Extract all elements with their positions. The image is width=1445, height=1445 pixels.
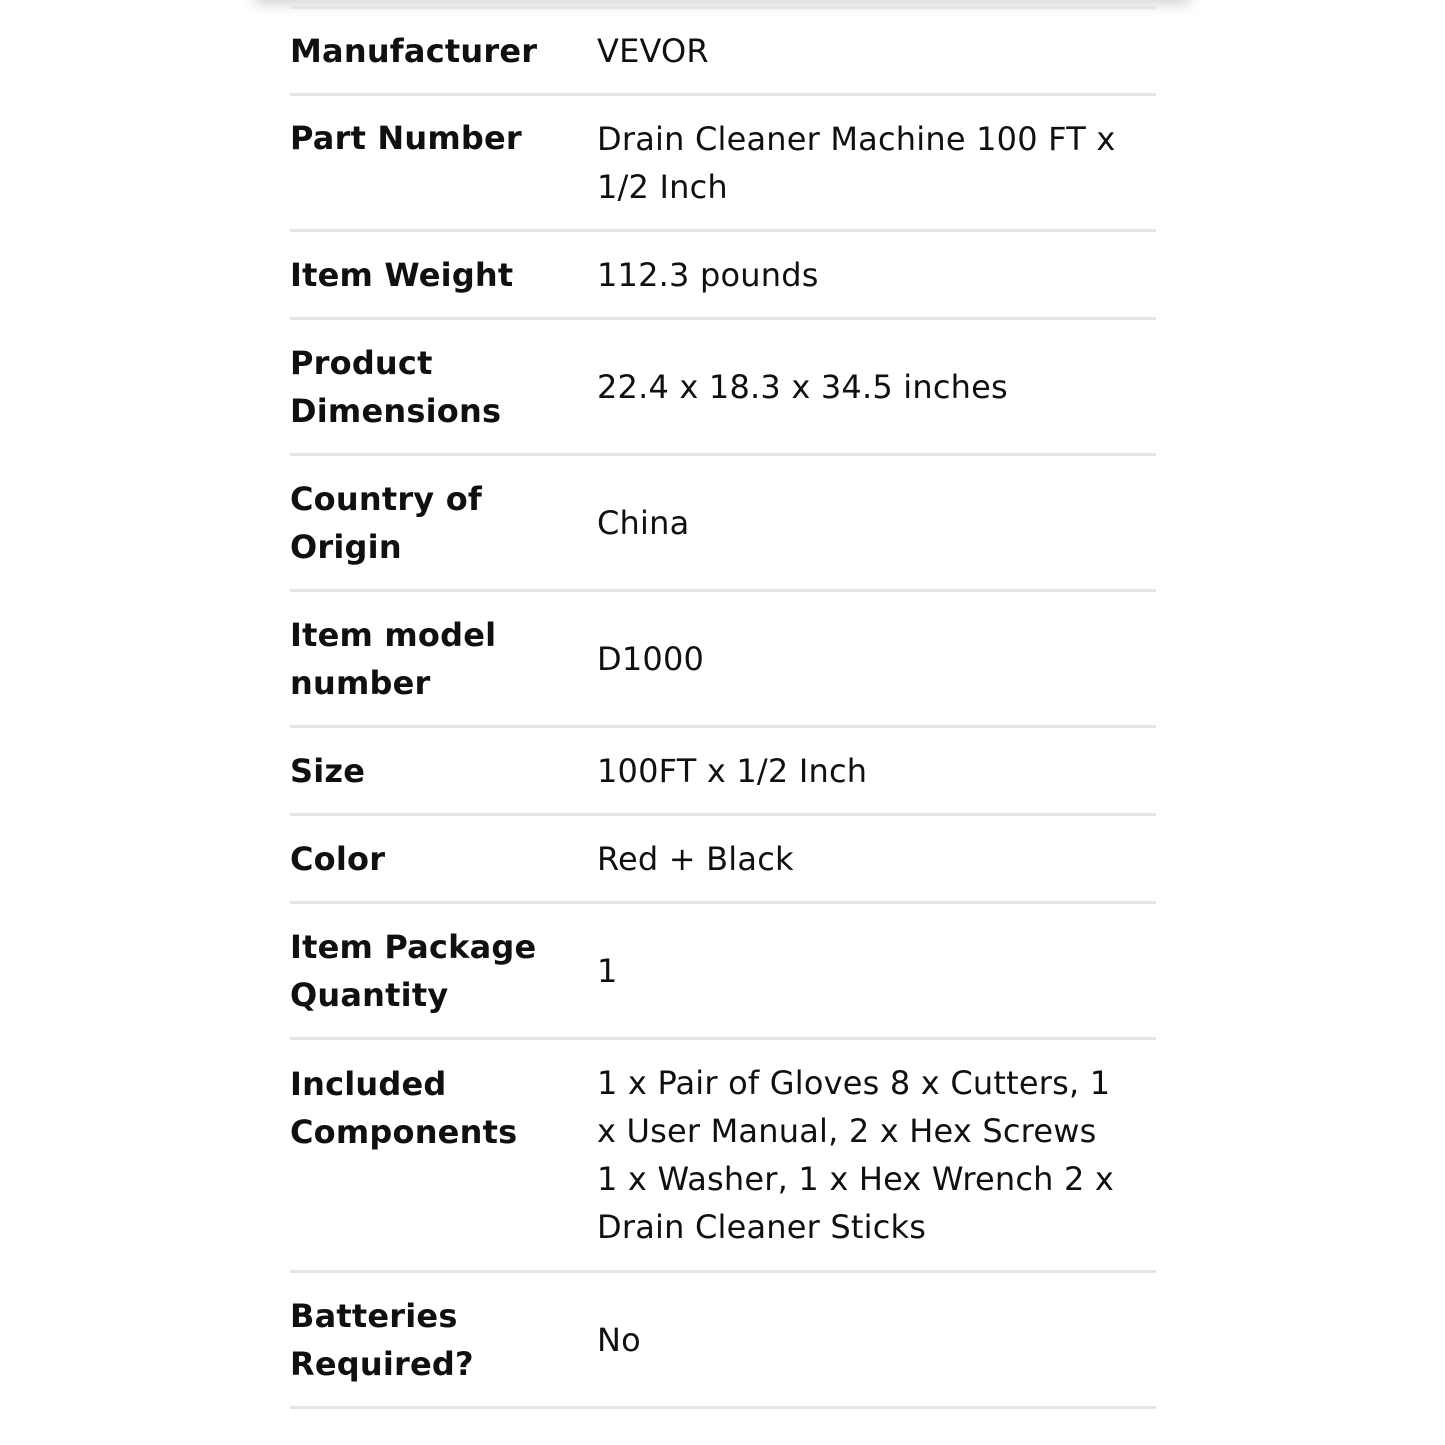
spec-row-color <box>290 816 1156 904</box>
spec-value: 112.3 pounds <box>597 255 819 294</box>
spec-label: Item Package Quantity <box>290 927 537 1014</box>
spec-row-manufacturer <box>290 9 1156 96</box>
spec-value: Red + Black <box>597 839 794 878</box>
spec-label: Item model number <box>290 615 497 702</box>
spec-value: Drain Cleaner Machine 100 FT x 1/2 Inch <box>597 119 1116 206</box>
spec-value: No <box>597 1320 641 1359</box>
spec-row-country-of-origin <box>290 456 1156 592</box>
spec-value: D1000 <box>597 639 705 678</box>
spec-value: 1 <box>597 951 618 990</box>
spec-row-part-number <box>290 96 1156 232</box>
spec-value: China <box>597 503 690 542</box>
spec-label: Batteries Required? <box>290 1296 474 1383</box>
spec-value: 22.4 x 18.3 x 34.5 inches <box>597 367 1008 406</box>
spec-row-product-dimensions <box>290 320 1156 456</box>
spec-row-item-model-number <box>290 592 1156 728</box>
spec-row-item-package-quantity <box>290 904 1156 1040</box>
spec-value: 100FT x 1/2 Inch <box>597 751 868 790</box>
spec-label: Product Dimensions <box>290 343 502 430</box>
spec-label: Included Components <box>290 1065 518 1151</box>
product-spec-table <box>290 6 1156 1409</box>
spec-row-included-components <box>290 1040 1156 1273</box>
spec-label: Part Number <box>290 119 522 157</box>
spec-label: Manufacturer <box>290 32 538 70</box>
spec-label: Color <box>290 839 386 878</box>
spec-label: Country of Origin <box>290 479 483 566</box>
spec-value: VEVOR <box>597 32 709 70</box>
spec-row-size <box>290 728 1156 816</box>
spec-value: 1 x Pair of Gloves 8 x Cutters, 1 x User Manual, 2 x Hex Screws 1 x Washer, 1 x Hex Wrench 2 x Drain Cleaner Sticks <box>597 1064 1115 1246</box>
spec-row-batteries-required <box>290 1273 1156 1409</box>
spec-label: Item Weight <box>290 255 514 294</box>
spec-row-item-weight <box>290 232 1156 320</box>
spec-label: Size <box>290 751 366 790</box>
